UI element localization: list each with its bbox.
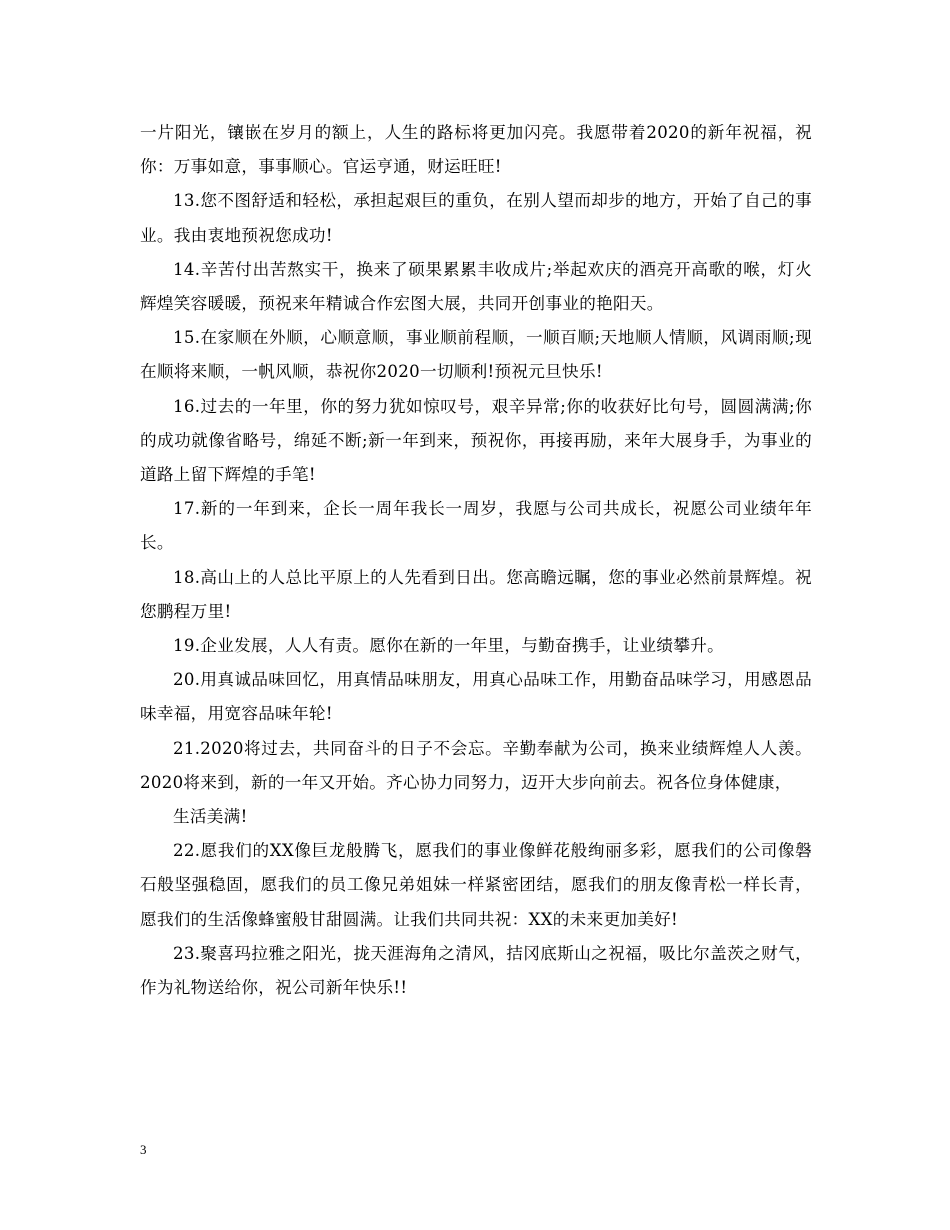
document-body bbox=[140, 116, 812, 1005]
paragraph-22: 22.愿我们的XX像巨龙般腾飞，愿我们的事业像鲜花般绚丽多彩，愿我们的公司像磐石般坚强稳固，愿我们的员工像兄弟姐妹一样紧密团结，愿我们的朋友像青松一样长青，愿我们的生活像蜂蜜般甘甜圆满。让我们共同共祝：XX的未来更加美好! bbox=[140, 841, 812, 929]
paragraph-23: 23.聚喜玛拉雅之阳光，拢天涯海角之清风，拮冈底斯山之祝福，吸比尔盖茨之财气，作为礼物送给你，祝公司新年快乐!! bbox=[140, 943, 812, 998]
paragraph-17: 17.新的一年到来，企长一周年我长一周岁，我愿与公司共成长，祝愿公司业绩年年长。 bbox=[140, 499, 812, 553]
paragraph-20: 20.用真诚品味回忆，用真情品味朋友，用真心品味工作，用勤奋品味学习，用感恩品味幸福，用宽容品味年轮! bbox=[140, 670, 812, 724]
paragraph-intro: 一片阳光，镶嵌在岁月的额上，人生的路标将更加闪亮。我愿带着2020的新年祝福，祝你：万事如意，事事顺心。官运亨通，财运旺旺! bbox=[140, 123, 812, 177]
paragraph-16: 16.过去的一年里，你的努力犹如惊叹号，艰辛异常;你的收获好比句号，圆圆满满;你的成功就像省略号，绵延不断;新一年到来，预祝你，再接再励，来年大展身手，为事业的道路上留下辉煌的手笔! bbox=[140, 396, 812, 485]
paragraph-21: 21.2020将过去，共同奋斗的日子不会忘。辛勤奉献为公司，换来业绩辉煌人人羡。2020将来到，新的一年又开始。齐心协力同努力，迈开大步向前去。祝各位身体健康， bbox=[140, 738, 812, 792]
paragraph-18: 18.高山上的人总比平原上的人先看到日出。您高瞻远瞩，您的事业必然前景辉煌。祝您鹏程万里! bbox=[140, 567, 812, 621]
paragraph-19: 19.企业发展，人人有责。愿你在新的一年里，与勤奋携手，让业绩攀升。 bbox=[173, 636, 724, 656]
paragraph-14: 14.辛苦付出苦熬实干，换来了硕果累累丰收成片;举起欢庆的酒亮开高歌的喉，灯火辉煌笑容暖暖，预祝来年精诚合作宏图大展，共同开创事业的艳阳天。 bbox=[140, 259, 812, 314]
page-number: 3 bbox=[140, 1142, 147, 1157]
paragraph-21-continued: 生活美满! bbox=[173, 807, 248, 827]
paragraph-13: 13.您不图舒适和轻松，承担起艰巨的重负，在别人望而却步的地方，开始了自己的事业。我由衷地预祝您成功! bbox=[140, 191, 812, 245]
paragraph-15: 15.在家顺在外顺，心顺意顺，事业顺前程顺，一顺百顺;天地顺人情顺，风调雨顺;现在顺将来顺，一帆风顺，恭祝你2020一切顺利!预祝元旦快乐! bbox=[140, 328, 812, 382]
